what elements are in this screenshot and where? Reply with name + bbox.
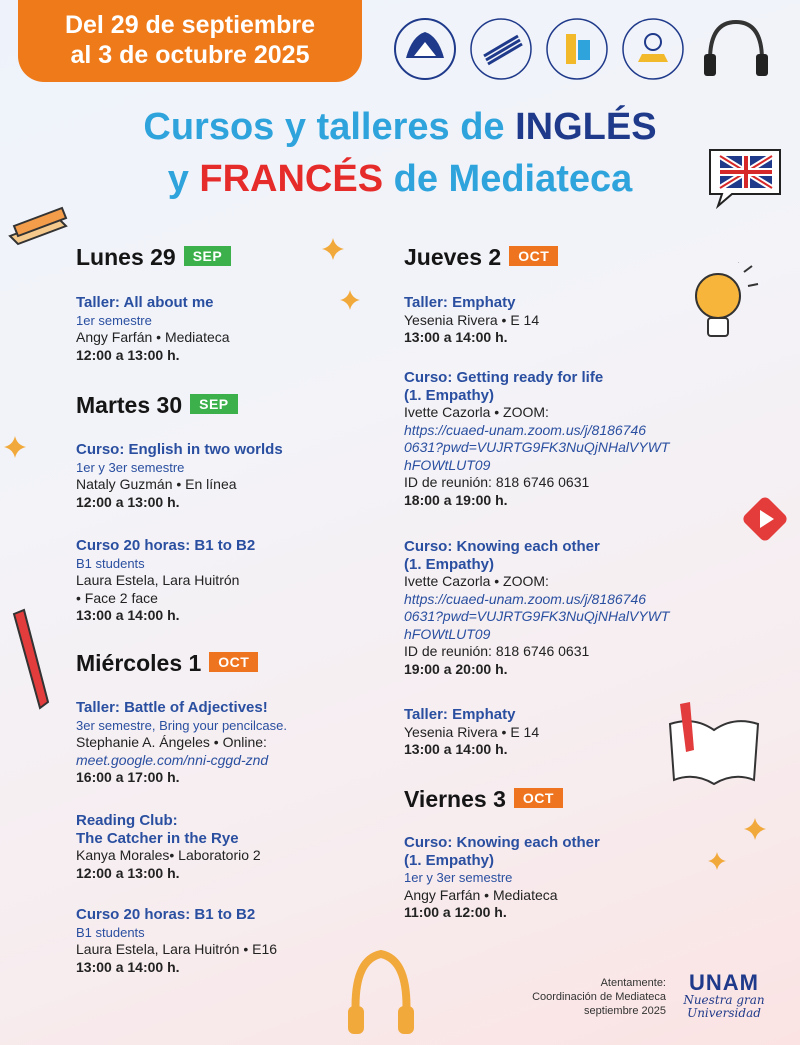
signature-block: Atentamente: Coordinación de Mediateca septiembre 2025 (532, 977, 666, 1017)
plantel-naucalpan-logo (544, 16, 610, 82)
day-heading-viernes: Viernes 3 OCT (404, 786, 563, 813)
event-item: Taller: Battle of Adjectives! 3er semestre, Bring your pencilcase. Stephanie A. Ángeles • Online: meet.google.com/nni-cggd-znd 16:00 a 17:00 h. (76, 699, 287, 785)
date-line-2: al 3 de octubre 2025 (70, 41, 310, 69)
zoom-link[interactable]: 0631?pwd=VUJRTG9FK3NuQjNHalVYWT (404, 439, 670, 455)
zoom-link[interactable]: hFOWtLUT09 (404, 456, 491, 473)
play-button-icon (740, 494, 790, 544)
zoom-link[interactable]: https://cuaed-unam.zoom.us/j/8186746 (404, 421, 647, 438)
open-book-icon (664, 700, 764, 790)
event-item: Curso 20 horas: B1 to B2 B1 students Laura Estela, Lara Huitrón • E16 13:00 a 14:00 h. (76, 906, 278, 975)
page-title-line-1: Cursos y talleres de INGLÉS (143, 106, 657, 148)
headphones-icon (346, 940, 416, 1040)
siladin-logo (620, 16, 686, 82)
day-heading-martes: Martes 30 SEP (76, 392, 238, 419)
lightbulb-icon (682, 262, 762, 352)
books-icon (4, 196, 74, 246)
date-line-1: Del 29 de septiembre (64, 11, 316, 39)
sparkle-icon (340, 290, 360, 310)
sparkle-icon (744, 818, 766, 840)
event-item: Taller: Emphaty Yesenia Rivera • E 14 13:00 a 14:00 h. (404, 706, 540, 757)
event-item: Curso: Knowing each other (1. Empathy) Ivette Cazorla • ZOOM: https://cuaed-unam.zoom.us/j/8186746 0631?pwd=VUJRTG9FK3NuQjNHalVYWT hFOWtLUT09 ID de reunión: 818 6746 0631 19:00 a 20:00 h. (404, 538, 670, 677)
month-tag: OCT (514, 788, 563, 808)
mediateca-headphones-logo (696, 16, 776, 82)
month-tag: OCT (209, 652, 258, 672)
day-heading-jueves: Jueves 2 OCT (404, 244, 558, 271)
zoom-link[interactable]: 0631?pwd=VUJRTG9FK3NuQjNHalVYWT (404, 608, 670, 624)
title-ingles: INGLÉS (515, 106, 657, 148)
zoom-link[interactable]: hFOWtLUT09 (404, 625, 491, 642)
event-item: Taller: Emphaty Yesenia Rivera • E 14 13:00 a 14:00 h. (404, 294, 540, 345)
sparkle-icon (322, 238, 344, 260)
event-item: Curso 20 horas: B1 to B2 B1 students Laura Estela, Lara Huitrón • Face 2 face 13:00 a 14:00 h. (76, 537, 256, 623)
zoom-link[interactable]: https://cuaed-unam.zoom.us/j/8186746 (404, 590, 647, 607)
sparkle-icon (708, 852, 726, 870)
event-item: Curso: Getting ready for life (1. Empathy) Ivette Cazorla • ZOOM: https://cuaed-unam.zoom.us/j/8186746 0631?pwd=VUJRTG9FK3NuQjNHalVYWT hFOWtLUT09 ID de reunión: 818 6746 0631 18:00 a 19:00 h. (404, 369, 670, 508)
institution-logos (392, 16, 792, 86)
event-item: Curso: Knowing each other (1. Empathy) 1er y 3er semestre Angy Farfán • Mediateca 11:00 a 12:00 h. (404, 834, 600, 920)
cch-logo (468, 16, 534, 82)
unam-seal-logo (392, 16, 458, 82)
date-badge (18, 0, 362, 82)
event-item: Taller: All about me 1er semestre Angy Farfán • Mediateca 12:00 a 13:00 h. (76, 294, 230, 363)
pencil-icon (8, 608, 54, 712)
meet-link[interactable]: meet.google.com/nni-cggd-znd (76, 751, 269, 768)
month-tag: SEP (184, 246, 232, 266)
month-tag: SEP (190, 394, 238, 414)
page-title-line-2: y FRANCÉS de Mediateca (167, 158, 633, 200)
event-item: Reading Club: The Catcher in the Rye Kanya Morales• Laboratorio 2 12:00 a 13:00 h. (76, 812, 261, 881)
sparkle-icon (4, 436, 26, 458)
title-frances: FRANCÉS (199, 158, 384, 200)
unam-wordmark-logo: UNAM Nuestra gran Universidad (683, 970, 765, 1020)
day-heading-miercoles: Miércoles 1 OCT (76, 650, 258, 677)
uk-flag-speech-bubble-icon (704, 144, 786, 210)
event-item: Curso: English in two worlds 1er y 3er semestre Nataly Guzmán • En línea 12:00 a 13:00 h. (76, 441, 283, 510)
month-tag: OCT (509, 246, 558, 266)
day-heading-lunes: Lunes 29 SEP (76, 244, 231, 271)
